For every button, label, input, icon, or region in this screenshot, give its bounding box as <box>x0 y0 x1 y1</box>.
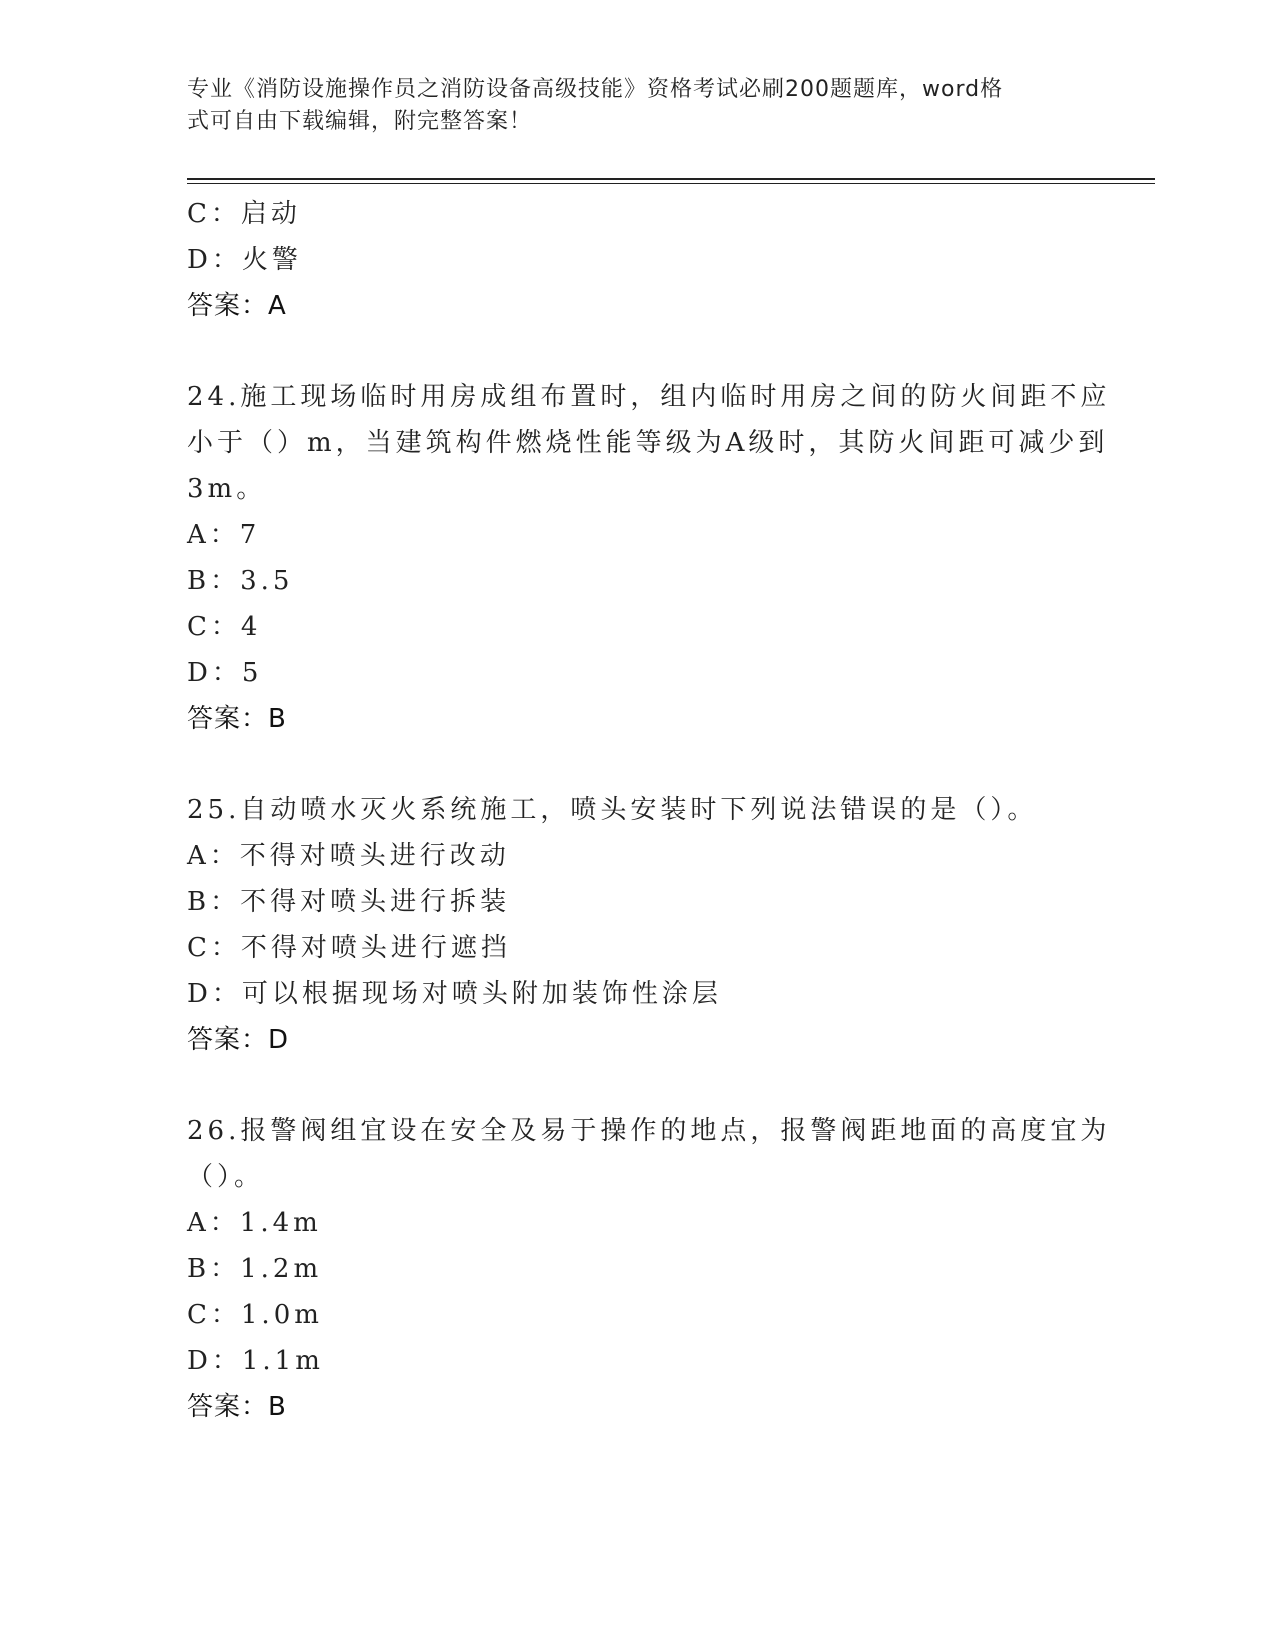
question-list <box>187 191 1111 1430</box>
header-rule-thin <box>187 183 1155 184</box>
option-c: C：4 <box>187 612 262 642</box>
document-header <box>187 74 1067 138</box>
question-24 <box>187 374 1111 742</box>
option-d: D：可以根据现场对喷头附加装饰性涂层 <box>187 979 722 1009</box>
question-stem-line: 小于（）m，当建筑构件燃烧性能等级为A级时，其防火间距可减少到 <box>187 428 1109 458</box>
question-stem-line: 24.施工现场临时用房成组布置时，组内临时用房之间的防火间距不应 <box>187 382 1111 412</box>
option-b: B：不得对喷头进行拆装 <box>187 887 511 917</box>
question-23-continued <box>187 191 1087 329</box>
question-stem-line: 26.报警阀组宜设在安全及易于操作的地点，报警阀距地面的高度宜为 <box>187 1116 1111 1146</box>
option-d: D：1.1m <box>187 1346 324 1376</box>
question-26 <box>187 1108 1111 1430</box>
option-c: C：启动 <box>187 199 301 229</box>
question-gap <box>187 742 1087 787</box>
answer-line: 答案：A <box>187 291 287 321</box>
question-gap <box>187 1063 1087 1108</box>
option-a: A：1.4m <box>187 1208 322 1238</box>
answer-line: 答案：B <box>187 704 287 734</box>
header-line-2: 式可自由下载编辑，附完整答案！ <box>187 109 533 134</box>
option-d: D：5 <box>187 658 263 688</box>
answer-line: 答案：B <box>187 1392 287 1422</box>
question-stem-line: （）。 <box>187 1162 265 1192</box>
option-a: A：不得对喷头进行改动 <box>187 841 510 871</box>
question-gap <box>187 329 1087 374</box>
option-c: C：1.0m <box>187 1300 323 1330</box>
question-stem-line: 25.自动喷水灭火系统施工，喷头安装时下列说法错误的是（）。 <box>187 795 1038 825</box>
option-b: B：1.2m <box>187 1254 323 1284</box>
option-d: D：火警 <box>187 245 302 275</box>
header-line-1: 专业《消防设施操作员之消防设备高级技能》资格考试必刷200题题库，word格 <box>187 77 1004 102</box>
option-b: B：3.5 <box>187 566 294 596</box>
header-rule-thick <box>187 178 1155 180</box>
option-c: C：不得对喷头进行遮挡 <box>187 933 511 963</box>
question-stem-line: 3m。 <box>187 474 267 504</box>
question-25 <box>187 787 1087 1063</box>
option-a: A：7 <box>187 520 261 550</box>
answer-line: 答案：D <box>187 1025 290 1055</box>
